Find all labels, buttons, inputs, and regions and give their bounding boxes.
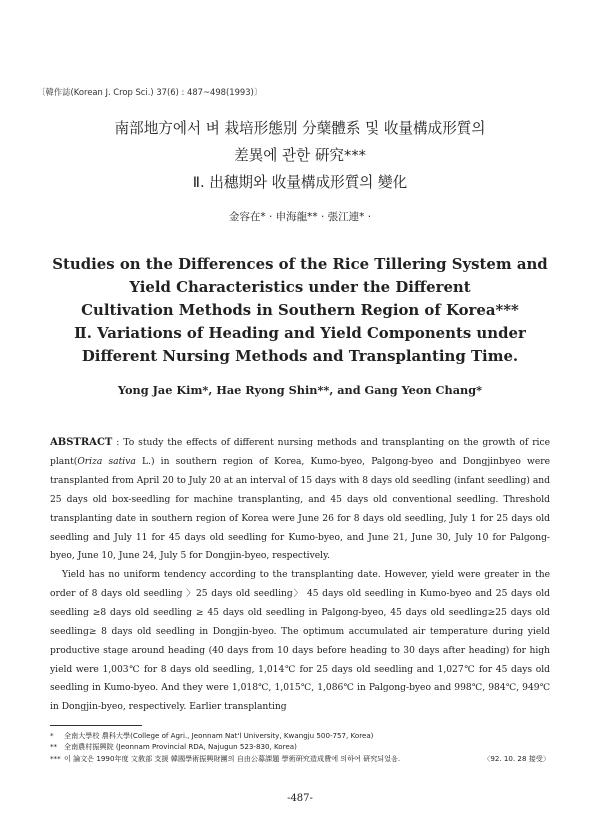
korean-authors: 金容在* · 申海龍** · 張江連* · bbox=[228, 211, 372, 223]
korean-title-line-1: 南部地方에서 벼 栽培形態別 分蘖體系 및 收量構成形質의 bbox=[114, 120, 486, 137]
footnote-1 bbox=[50, 731, 550, 741]
abstract-separator: : bbox=[112, 438, 124, 448]
footnote-3 bbox=[50, 754, 550, 764]
footnote-2-mark: ** bbox=[50, 742, 58, 751]
footnote-3-text: 이 論文은 1990年度 文敎部 支援 韓國學術振興財團의 自由公募課題 學術硏究造成費에 의하여 硏究되었음. bbox=[64, 754, 401, 763]
footnote-1-mark: * bbox=[50, 731, 54, 740]
footnote-2-text: 全南農村振興院 (Jeonnam Provincial RDA, Najugun 523-830, Korea) bbox=[64, 742, 297, 751]
footnote-2 bbox=[50, 742, 550, 752]
page-number: -487- bbox=[287, 793, 313, 804]
footnote-rule bbox=[50, 725, 142, 726]
english-title-line-4: Ⅱ. Variations of Heading and Yield Components under bbox=[74, 324, 526, 342]
korean-title-line-2: 差異에 관한 硏究*** bbox=[234, 147, 366, 164]
species-name: Oriza sativa bbox=[77, 456, 136, 467]
abstract-label: ABSTRACT bbox=[50, 437, 113, 448]
journal-citation: 〔韓作誌(Korean J. Crop Sci.) 37(6) : 487~498(1993)〕 bbox=[37, 87, 263, 97]
footnote-3-mark: *** bbox=[50, 754, 61, 763]
english-title-line-2: Yield Characteristics under the Different bbox=[129, 278, 471, 296]
abstract-body: L.) in southern region of Korea, Kumo-byeo, Palgong-byeo and Dongjinbyeo were transplanted from April 20 to July 20 at an interval of 15 days with 8 days old seedling (infant seedling) and 25 days old box-seedling for machine transplanting, and 45 days old conventional seedling. Threshold transplanting date in southern region of Korea were June 26 for 8 days old seedling, July 1 for 25 days old seedling and July 11 for 45 days old seedling for Kumo-byeo, and June 21, June 30, July 10 for Palgong-byeo, June 10, June 24, July 5 for Dongjin-byeo, respectively. bbox=[50, 456, 550, 562]
english-title-line-5: Different Nursing Methods and Transplanting Time. bbox=[81, 347, 519, 365]
abstract-intro: To study the effects of different nursing methods and transplanting on the growth of rice plant( bbox=[50, 438, 550, 467]
received-date: 〈92. 10. 28 接受〉 bbox=[483, 754, 550, 763]
footnote-1-text: 全南大學校 農科大學(College of Agri., Jeonnam Nat'l University, Kwangju 500-757, Korea) bbox=[64, 731, 374, 740]
korean-title-line-3: Ⅱ. 出穗期와 收量構成形質의 變化 bbox=[192, 174, 408, 191]
abstract-paragraph bbox=[50, 434, 550, 566]
english-title-line-3: Cultivation Methods in Southern Region of Korea*** bbox=[81, 301, 519, 319]
english-authors: Yong Jae Kim*, Hae Ryong Shin**, and Gang Yeon Chang* bbox=[117, 383, 483, 397]
yield-paragraph: Yield has no uniform tendency according to the transplanting date. However, yield were greater in the order of 8 days old seedling 〉25 days old seedling〉 45 days old seedling in Kumo-byeo and 25 days old seedling ≥8 days old seedling ≥ 45 days old seedling in Palgong-byeo, 45 days old seedling≥25 days old seedling≥ 8 days old seedling in Dongjin-byeo. The optimum accumulated air temperature during yield productive stage around heading (40 days from 10 days before heading to 30 days after heading) for high yield were 1,003℃ for 8 days old seedling, 1,014℃ for 25 days old seedling and 1,027℃ for 45 days old seedling in Kumo-byeo. And they were 1,018℃, 1,015℃, 1,086℃ in Palgong-byeo and 998℃, 984℃, 949℃ in Dongjin-byeo, respectively. Earlier transplanting bbox=[50, 570, 550, 713]
english-title-line-1: Studies on the Differences of the Rice Tillering System and bbox=[52, 255, 548, 273]
